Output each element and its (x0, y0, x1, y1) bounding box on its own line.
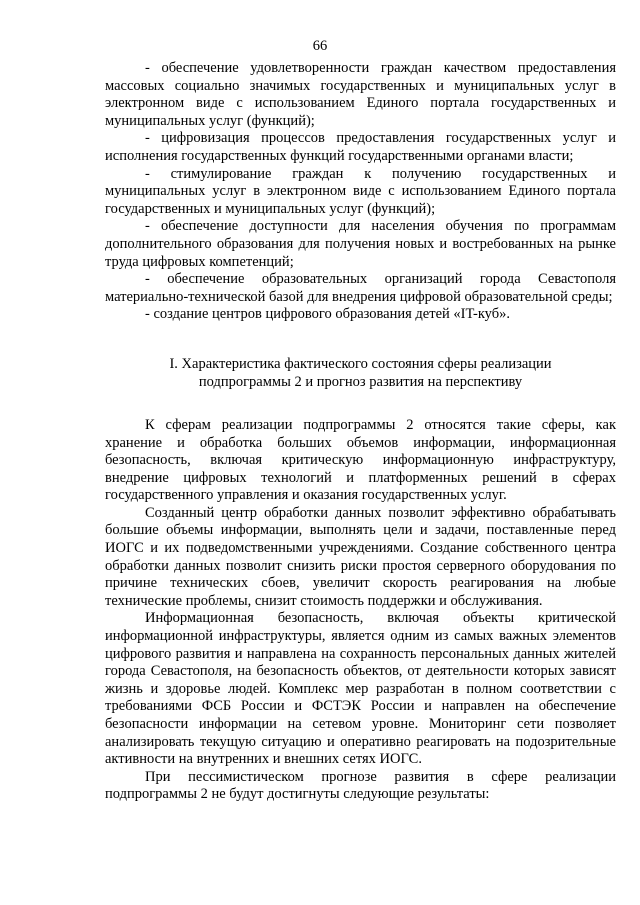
body-paragraph: Созданный центр обработки данных позволит эффективно обрабатывать большие объемы информации, выполнять цели и задачи, поставленные перед ИОГС и их подведомственными учреждениями. Создание собственного центра обработки данных позволит снизить риски простоя серверного оборудования по причине технических сбоев, увеличит скорость реагирования на любые технические проблемы, снизит стоимость поддержки и обслуживания. (105, 504, 616, 609)
section-heading (105, 355, 616, 391)
bullet-item: - стимулирование граждан к получению государственных и муниципальных услуг в электронном виде с использованием Единого портала государственных и муниципальных услуг (функций); (105, 165, 616, 217)
page-number: 66 (312, 38, 328, 54)
section-heading-line: подпрограммы 2 и прогноз развития на перспективу (198, 373, 523, 390)
page-content (105, 60, 616, 804)
bullet-item: - обеспечение удовлетворенности граждан качеством предоставления массовых социально значимых государственных и муниципальных услуг в электронном виде с использованием Единого портала государственных и муниципальных услуг (функций); (105, 60, 616, 129)
bullet-item: - обеспечение доступности для населения обучения по программам дополнительного образования для получения новых и востребованных на рынке труда цифровых компетенций; (105, 218, 616, 270)
bullet-item: - обеспечение образовательных организаций города Севастополя материально-технической базой для внедрения цифровой образовательной среды; (105, 271, 616, 305)
body-paragraph: К сферам реализации подпрограммы 2 относятся такие сферы, как хранение и обработка больших объемов информации, информационная безопасность, включая критическую информационную инфраструктуру, внедрение цифровых технологий и платформенных решений в сферах государственного управления и оказания государственных услуг. (105, 416, 616, 504)
section-heading-line: I. Характеристика фактического состояния сферы реализации (169, 355, 552, 372)
body-paragraph: Информационная безопасность, включая объекты критической информационной инфраструктуры, является одним из самых важных элементов цифрового развития и направлена на сохранность персональных данных жителей города Севастополя, на безопасность объектов, от деятельности которых зависят жизнь и здоровье людей. Комплекс мер разработан в полном соответствии с требованиями ФСБ России и ФСТЭК России и направлен на обеспечение безопасности информации на сетевом уровне. Мониторинг сети позволяет анализировать текущую ситуацию и оперативно реагировать на подозрительные активности на внутренних и внешних сетях ИОГС. (105, 610, 616, 768)
bullet-item: - цифровизация процессов предоставления государственных услуг и исполнения государственных функций государственными органами власти; (105, 130, 616, 164)
bullet-item: - создание центров цифрового образования детей «IT-куб». (145, 306, 510, 323)
body-paragraph: При пессимистическом прогнозе развития в сфере реализации подпрограммы 2 не будут достигнуты следующие результаты: (105, 768, 616, 803)
